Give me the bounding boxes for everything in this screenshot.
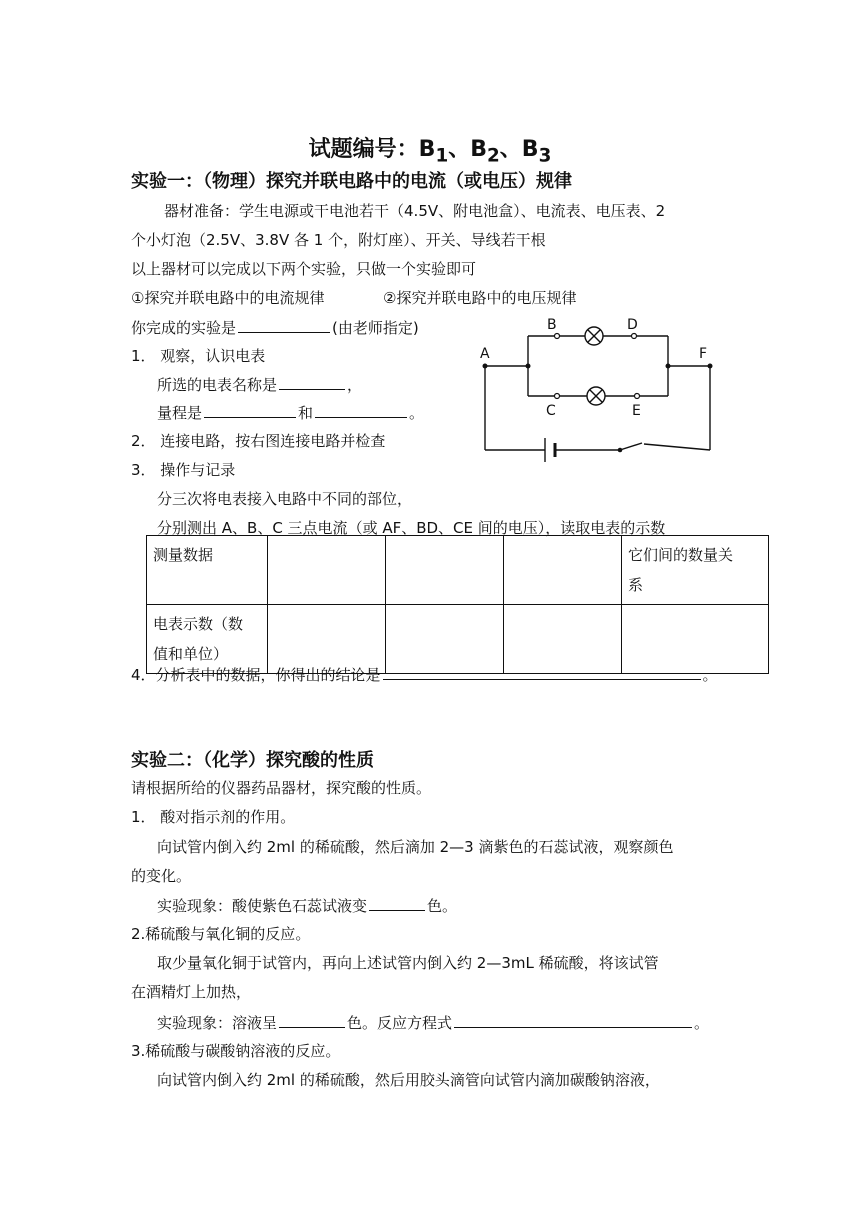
measurement-table	[146, 535, 769, 674]
relation-line2: 系	[628, 576, 644, 594]
exp2-s3-title: 3.稀硫酸与碳酸钠溶液的反应。	[131, 1042, 341, 1060]
meter-name-blank[interactable]	[279, 373, 345, 390]
exp1-option-a: ①探究并联电路中的电流规律	[131, 289, 325, 307]
row2-label-line1: 电表示数（数	[153, 615, 244, 633]
exp1-completed-line	[131, 316, 419, 338]
equation-blank[interactable]	[454, 1011, 692, 1028]
meter-name-prefix: 所选的电表名称是	[157, 376, 278, 394]
title-b1: B	[418, 137, 436, 162]
s1-phen-suffix: 色。	[427, 897, 458, 915]
range-blank-1[interactable]	[204, 401, 296, 418]
title-sep1: 、	[448, 137, 471, 162]
label-f: F	[699, 346, 708, 362]
exp2-s2-phenomenon	[157, 1011, 709, 1033]
table-cell[interactable]	[386, 536, 504, 605]
exp2-s1-title: 1． 酸对指示剂的作用。	[131, 808, 296, 826]
s2-phen-mid: 色。反应方程式	[347, 1014, 453, 1032]
title-sep2: 、	[499, 137, 522, 162]
exp2-s1-phenomenon	[157, 894, 457, 916]
s2-phen-suffix: 。	[694, 1014, 710, 1032]
exp2-s2-line1: 取少量氧化铜于试管内，再向上述试管内倒入约 2—3mL 稀硫酸，将该试管	[157, 954, 659, 972]
exp1-choose-note: 以上器材可以完成以下两个实验，只做一个实验即可	[131, 260, 477, 278]
exp1-equip-line2: 个小灯泡（2.5V、3.8V 各 1 个，附灯座）、开关、导线若干根	[131, 231, 546, 249]
page-title	[0, 132, 860, 166]
exp2-s1-line1: 向试管内倒入约 2ml 的稀硫酸，然后滴加 2—3 滴紫色的石蕊试液，观察颜色	[157, 838, 674, 856]
completed-blank[interactable]	[238, 316, 330, 333]
battery-symbol	[545, 438, 555, 462]
title-b2: B	[470, 137, 488, 162]
meter-name-line	[157, 373, 362, 395]
label-c: C	[546, 403, 556, 419]
circuit-diagram	[474, 312, 724, 472]
completed-prefix: 你完成的实验是	[131, 319, 237, 337]
label-a: A	[480, 346, 490, 362]
title-sub2: 2	[487, 145, 500, 167]
table-row1-label: 测量数据	[147, 536, 268, 605]
exp1-option-b: ②探究并联电路中的电压规律	[383, 289, 577, 307]
step4-prefix: 4．分析表中的数据，你得出的结论是	[131, 666, 381, 684]
exp1-step4	[131, 663, 718, 685]
s1-phen-prefix: 实验现象：酸使紫色石蕊试液变	[157, 897, 368, 915]
exp1-step1: 1． 观察，认识电表	[131, 347, 266, 365]
record-line2: 分别测出 A、B、C 三点电流（或 AF、BD、CE 间的电压），读取电表的示数	[157, 519, 666, 537]
range-mid: 和	[298, 404, 314, 422]
table-relation-header	[622, 536, 769, 605]
exp1-heading: 实验一：（物理）探究并联电路中的电流（或电压）规律	[131, 171, 572, 192]
range-prefix: 量程是	[157, 404, 203, 422]
s1-color-blank[interactable]	[369, 894, 425, 911]
switch-symbol	[618, 443, 642, 452]
range-suffix: 。	[409, 404, 425, 422]
step4-suffix: 。	[702, 666, 718, 684]
exp2-intro: 请根据所给的仪器药品器材，探究酸的性质。	[131, 779, 432, 797]
conclusion-blank[interactable]	[383, 663, 701, 680]
table-cell[interactable]	[268, 536, 386, 605]
lamp-bottom	[587, 387, 605, 405]
row2-label-line2: 值和单位）	[153, 645, 229, 663]
exp1-step3: 3． 操作与记录	[131, 461, 236, 479]
s2-phen-prefix: 实验现象：溶液呈	[157, 1014, 278, 1032]
label-b: B	[547, 317, 557, 333]
exp2-s1-line2: 的变化。	[131, 867, 192, 885]
range-line	[157, 401, 424, 423]
s2-color-blank[interactable]	[279, 1011, 345, 1028]
table-cell[interactable]	[504, 536, 622, 605]
exp2-s3-line1: 向试管内倒入约 2ml 的稀硫酸，然后用胶头滴管向试管内滴加碳酸钠溶液，	[157, 1071, 660, 1089]
exp2-s2-line2: 在酒精灯上加热，	[131, 983, 252, 1001]
title-b3: B	[521, 137, 539, 162]
completed-suffix: (由老师指定)	[332, 319, 419, 337]
title-sub1: 1	[435, 145, 449, 167]
meter-name-suffix: ，	[347, 376, 363, 394]
exp2-s2-title: 2.稀硫酸与氧化铜的反应。	[131, 925, 311, 943]
exp1-step2: 2． 连接电路，按右图连接电路并检查	[131, 432, 386, 450]
label-d: D	[627, 317, 638, 333]
title-prefix: 试题编号：	[308, 137, 419, 162]
relation-line1: 它们间的数量关	[628, 546, 734, 564]
title-sub3: 3	[538, 145, 552, 167]
label-e: E	[632, 403, 641, 419]
exp1-equip-line1: 器材准备：学生电源或干电池若干（4.5V、附电池盒）、电流表、电压表、2	[164, 202, 666, 220]
range-blank-2[interactable]	[315, 401, 407, 418]
exp2-heading: 实验二：（化学）探究酸的性质	[131, 750, 374, 771]
lamp-top	[585, 327, 603, 345]
record-line1: 分三次将电表接入电路中不同的部位，	[157, 490, 413, 508]
